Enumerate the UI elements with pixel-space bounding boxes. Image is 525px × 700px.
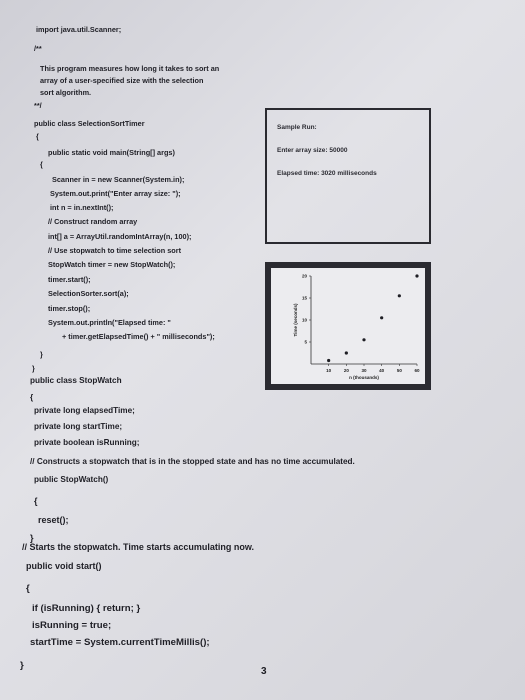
code-line: **/ xyxy=(34,101,42,110)
code-line: } xyxy=(40,350,43,359)
data-point xyxy=(380,316,383,319)
code-line: public void start() xyxy=(26,561,102,571)
y-tick-label: 10 xyxy=(301,317,307,323)
code-line: { xyxy=(36,132,39,141)
code-line: Scanner in = new Scanner(System.in); xyxy=(52,175,185,184)
code-line: SelectionSorter.sort(a); xyxy=(48,289,129,298)
x-tick-label: 60 xyxy=(414,368,420,373)
code-line: public class StopWatch xyxy=(30,376,122,385)
code-line: { xyxy=(26,583,30,594)
code-line: public class SelectionSortTimer xyxy=(34,119,145,128)
code-line: public StopWatch() xyxy=(34,475,109,484)
data-point xyxy=(362,338,365,341)
x-tick-label: 10 xyxy=(326,368,332,373)
x-tick-label: 50 xyxy=(396,368,402,373)
code-line: if (isRunning) { return; } xyxy=(32,603,141,614)
code-line: { xyxy=(40,160,43,169)
sample-run-title: Sample Run: xyxy=(277,124,317,131)
x-tick-label: 20 xyxy=(343,368,349,373)
code-line: // Use stopwatch to time selection sort xyxy=(48,246,181,255)
data-point xyxy=(345,351,348,354)
code-line: private long elapsedTime; xyxy=(34,406,135,415)
code-line: int[] a = ArrayUtil.randomIntArray(n, 100); xyxy=(48,232,192,241)
code-line: + timer.getElapsedTime() + " milliseconds"); xyxy=(62,332,215,341)
x-tick-label: 40 xyxy=(379,368,385,373)
code-line: } xyxy=(20,660,24,671)
data-point xyxy=(415,274,418,277)
code-line: System.out.println("Elapsed time: " xyxy=(48,318,171,327)
code-line: array of a user-specified size with the selection xyxy=(40,76,204,85)
page-number: 3 xyxy=(261,666,267,677)
code-line: sort algorithm. xyxy=(40,88,92,97)
code-line: reset(); xyxy=(38,515,69,525)
data-point xyxy=(327,359,330,362)
code-line: timer.start(); xyxy=(48,275,91,284)
code-line: // Construct random array xyxy=(48,217,138,226)
sample-run-box xyxy=(265,108,431,244)
y-tick-label: 15 xyxy=(301,295,307,301)
code-line: { xyxy=(34,496,38,506)
code-line: System.out.print("Enter array size: "); xyxy=(50,189,181,198)
code-line: int n = in.nextInt(); xyxy=(50,203,114,212)
x-axis-label: n (thousands) xyxy=(349,375,379,380)
code-line: isRunning = true; xyxy=(32,620,112,631)
sample-run-input-line: Enter array size: 50000 xyxy=(277,147,348,154)
data-point xyxy=(398,294,401,297)
code-line: private boolean isRunning; xyxy=(34,438,140,447)
chart-svg xyxy=(271,268,425,384)
sample-run-output-line: Elapsed time: 3020 milliseconds xyxy=(277,170,377,177)
y-axis-label: Time (seconds) xyxy=(293,303,298,337)
timing-chart xyxy=(265,262,431,390)
code-line: { xyxy=(30,393,34,402)
code-line: // Starts the stopwatch. Time starts accumulating now. xyxy=(22,542,255,552)
y-tick-label: 20 xyxy=(301,273,307,279)
code-line: // Constructs a stopwatch that is in the stopped state and has no time accumulated. xyxy=(30,457,355,466)
code-line: timer.stop(); xyxy=(48,304,91,313)
code-line: This program measures how long it takes to sort an xyxy=(40,64,220,73)
code-line: private long startTime; xyxy=(34,422,123,431)
x-tick-label: 30 xyxy=(361,368,367,373)
code-line: startTime = System.currentTimeMillis(); xyxy=(30,637,210,648)
y-tick-label: 5 xyxy=(304,339,307,345)
code-line: } xyxy=(30,533,34,543)
chart-plot-area xyxy=(271,268,425,384)
code-line: /** xyxy=(34,44,42,53)
code-line: public static void main(String[] args) xyxy=(48,148,175,157)
code-line: } xyxy=(32,364,35,373)
code-line: import java.util.Scanner; xyxy=(36,25,122,34)
code-line: StopWatch timer = new StopWatch(); xyxy=(48,260,176,269)
